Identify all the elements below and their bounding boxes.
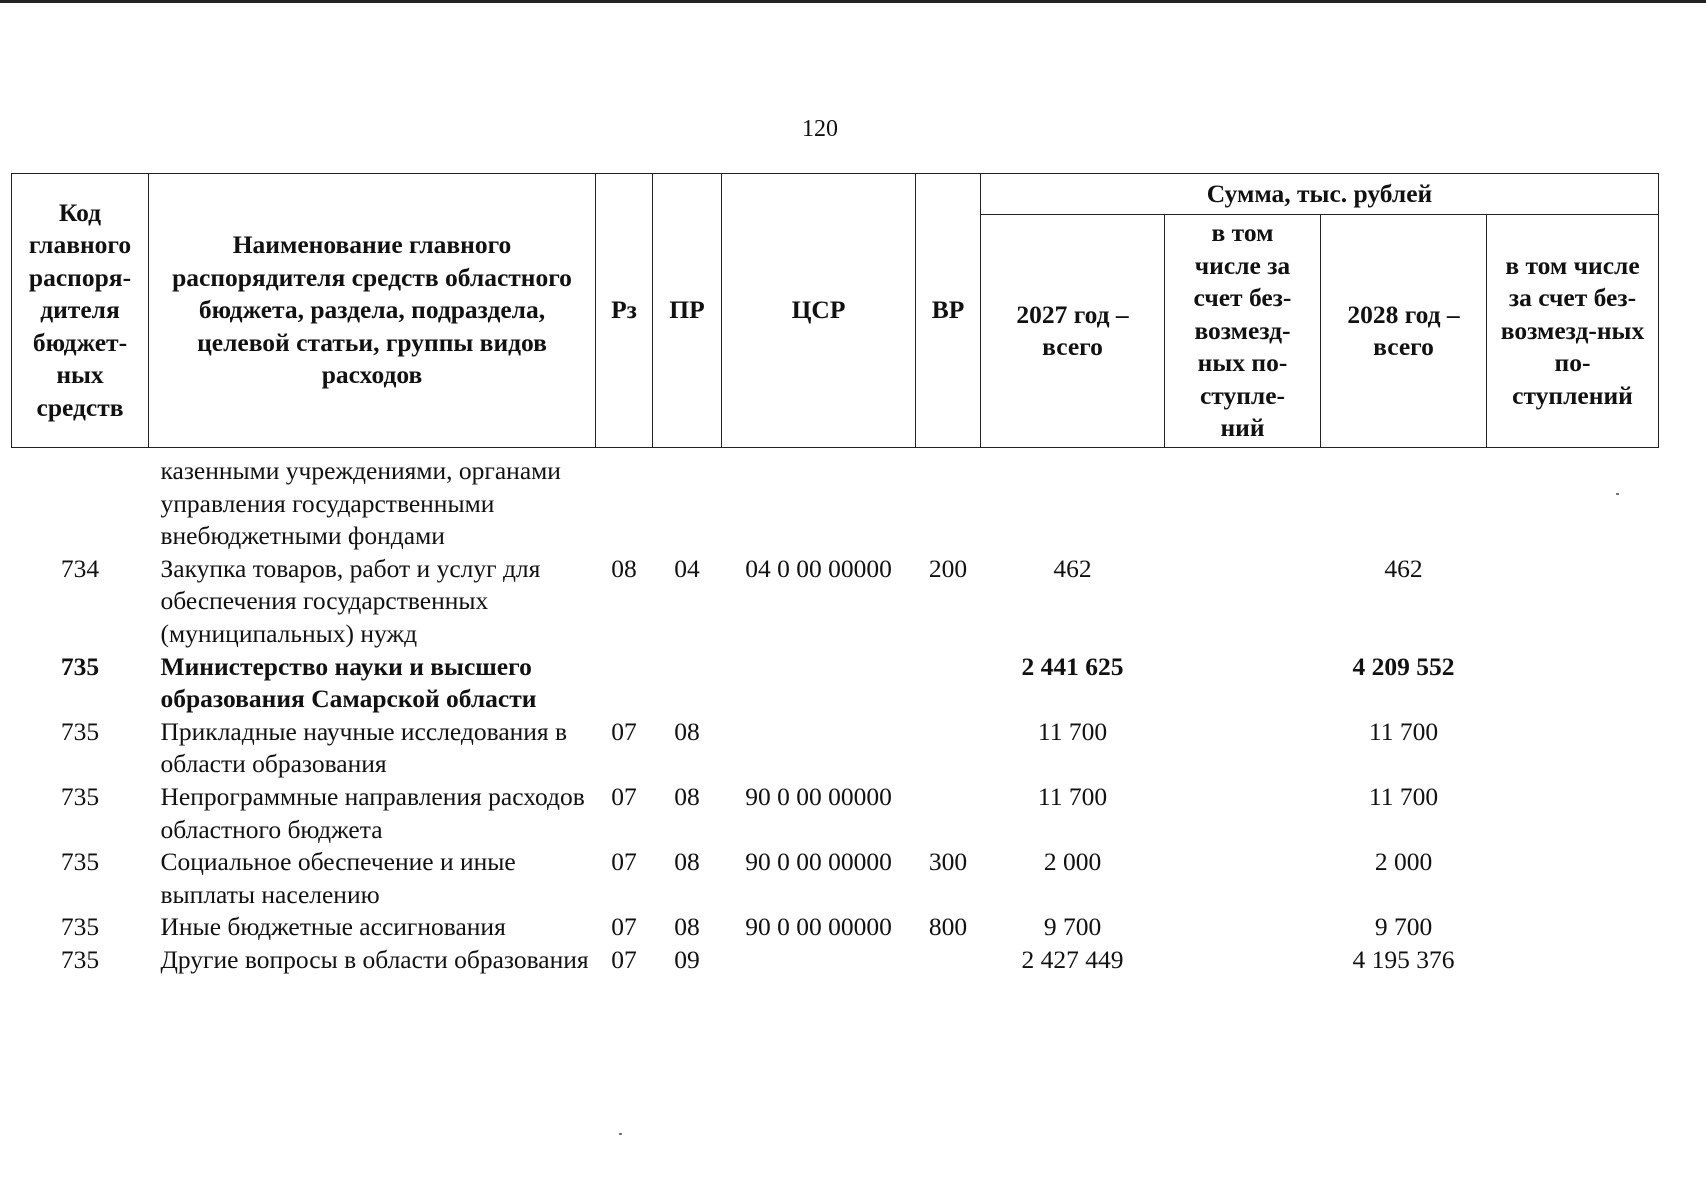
cell-pr: 09	[674, 944, 700, 974]
cell-code: 735	[60, 944, 100, 974]
cell-vr	[916, 651, 981, 716]
cell-2028-free	[1487, 911, 1659, 944]
cell-2028-total: 9 700	[1374, 912, 1433, 942]
cell-2027-free	[1165, 553, 1321, 651]
cell-2027-total	[981, 448, 1165, 553]
cell-name: Прикладные научные исследования в области образования	[160, 716, 568, 779]
cell-pr: 08	[674, 912, 700, 942]
budget-table	[11, 173, 1659, 977]
cell-pr: 04	[674, 553, 700, 583]
cell-csr	[722, 944, 916, 977]
cell-2028-total: 11 700	[1368, 781, 1439, 811]
cell-2027-free	[1165, 846, 1321, 911]
cell-2027-total: 2 427 449	[1021, 944, 1124, 974]
cell-2028-free	[1487, 716, 1659, 781]
cell-rz: 07	[611, 847, 637, 877]
cell-2027-free	[1165, 448, 1321, 553]
cell-rz	[596, 448, 653, 553]
header-name: Наименование главного распорядителя средств областного бюджета, раздела, подраздела, целевой статьи, группы видов расходов	[149, 174, 596, 448]
cell-code: 735	[60, 716, 100, 746]
cell-2028-total: 4 209 552	[1352, 651, 1455, 681]
cell-2028-free	[1487, 944, 1659, 977]
cell-2027-free	[1165, 911, 1321, 944]
cell-2028-total: 2 000	[1374, 847, 1433, 877]
table-row	[12, 846, 1659, 911]
cell-csr: 04 0 00 00000	[745, 553, 892, 583]
cell-name: Иные бюджетные ассигнования	[160, 912, 506, 942]
cell-rz: 07	[611, 716, 637, 746]
header-vr: ВР	[916, 174, 981, 448]
cell-2027-free	[1165, 781, 1321, 846]
cell-2028-total: 4 195 376	[1352, 944, 1455, 974]
cell-csr: 90 0 00 00000	[745, 781, 892, 811]
table-row	[12, 553, 1659, 651]
cell-2027-free	[1165, 716, 1321, 781]
cell-2028-total: 11 700	[1368, 716, 1439, 746]
table-row	[12, 651, 1659, 716]
cell-2027-total: 2 441 625	[1021, 651, 1124, 681]
table-body	[12, 448, 1659, 977]
table-row	[12, 944, 1659, 977]
table-row	[12, 911, 1659, 944]
header-2028-total: 2028 год – всего	[1321, 215, 1487, 448]
header-rz: Рз	[596, 174, 653, 448]
cell-code	[12, 448, 149, 553]
cell-code: 735	[60, 912, 100, 942]
cell-2027-total: 2 000	[1043, 847, 1102, 877]
cell-code: 735	[60, 651, 100, 681]
cell-pr	[653, 651, 722, 716]
cell-vr: 200	[928, 553, 968, 583]
cell-name: Социальное обеспечение и иные выплаты населению	[160, 847, 516, 909]
cell-rz: 07	[611, 781, 637, 811]
scan-speck	[619, 1133, 622, 1135]
cell-name: Министерство науки и высшего образования Самарской области	[160, 651, 537, 714]
cell-code: 735	[60, 781, 100, 811]
cell-name: казенными учреждениями, органами управления государственными внебюджетными фондами	[160, 456, 561, 551]
header-csr: ЦСР	[722, 174, 916, 448]
cell-2027-total: 9 700	[1043, 912, 1102, 942]
header-2027-free: в том числе за счет без-возмезд-ных по-ступле-ний	[1165, 215, 1321, 448]
cell-2027-total: 462	[1053, 553, 1092, 583]
cell-csr: 90 0 00 00000	[745, 847, 892, 877]
cell-vr	[916, 944, 981, 977]
cell-pr: 08	[674, 847, 700, 877]
cell-csr	[722, 651, 916, 716]
cell-csr	[722, 716, 916, 781]
table-row	[12, 716, 1659, 781]
cell-name: Закупка товаров, работ и услуг для обеспечения государственных (муниципальных) нужд	[160, 553, 541, 648]
cell-rz: 07	[611, 944, 637, 974]
cell-pr	[653, 448, 722, 553]
cell-2027-free	[1165, 944, 1321, 977]
cell-2028-free	[1487, 846, 1659, 911]
scan-speck	[1616, 493, 1619, 495]
cell-csr: 90 0 00 00000	[745, 912, 892, 942]
header-2028-free: в том числе за счет без-возмезд-ных по-ступлений	[1487, 215, 1659, 448]
cell-code: 734	[60, 553, 100, 583]
cell-vr: 300	[928, 847, 968, 877]
cell-2027-free	[1165, 651, 1321, 716]
cell-2027-total: 11 700	[1037, 781, 1108, 811]
cell-code: 735	[60, 847, 100, 877]
cell-name: Непрограммные направления расходов областного бюджета	[160, 781, 585, 844]
cell-2027-total: 11 700	[1037, 716, 1108, 746]
table-row	[12, 448, 1659, 553]
cell-2028-free	[1487, 651, 1659, 716]
table-row	[12, 781, 1659, 846]
cell-rz: 08	[611, 553, 637, 583]
header-2027-total: 2027 год – всего	[981, 215, 1165, 448]
header-pr: ПР	[653, 174, 722, 448]
cell-2028-free	[1487, 553, 1659, 651]
cell-2028-free	[1487, 781, 1659, 846]
top-border-line	[0, 0, 1706, 3]
cell-2028-total: 462	[1384, 553, 1423, 583]
cell-pr: 08	[674, 716, 700, 746]
cell-2028-free	[1487, 448, 1659, 553]
cell-vr	[916, 716, 981, 781]
cell-vr: 800	[928, 912, 968, 942]
table-header	[12, 174, 1659, 448]
cell-rz	[596, 651, 653, 716]
cell-rz: 07	[611, 912, 637, 942]
page-number: 120	[802, 116, 838, 142]
header-sum-group: Сумма, тыс. рублей	[981, 174, 1659, 215]
cell-csr	[722, 448, 916, 553]
cell-pr: 08	[674, 781, 700, 811]
cell-2028-total	[1321, 448, 1487, 553]
header-code: Код главного распоря-дителя бюджет-ных средств	[12, 174, 149, 448]
cell-vr	[916, 781, 981, 846]
cell-vr	[916, 448, 981, 553]
cell-name: Другие вопросы в области образования	[160, 944, 589, 974]
